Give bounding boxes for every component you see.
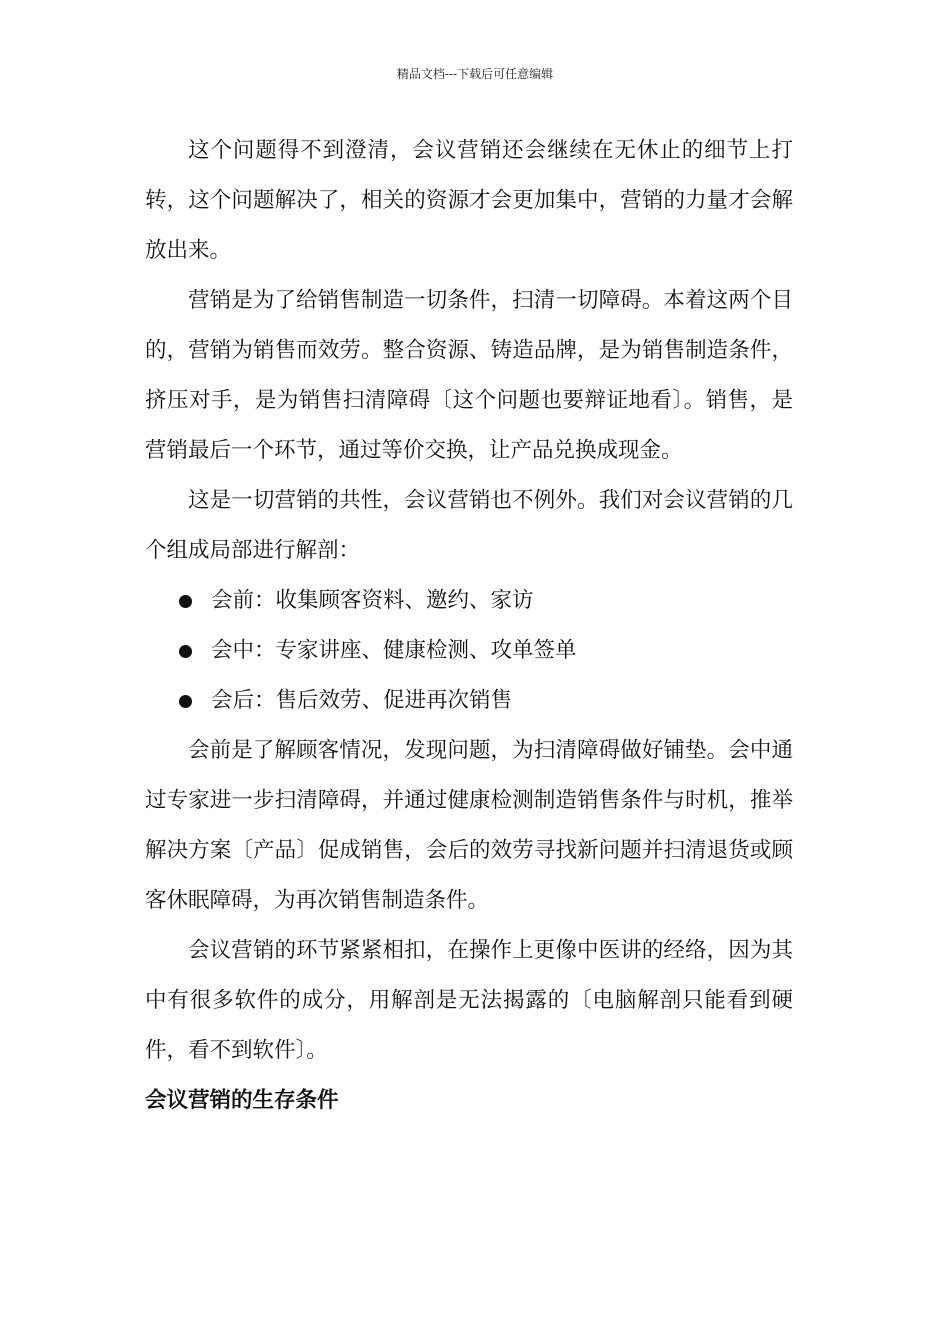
document-body: [145, 126, 793, 1126]
page-header: 精品文档---下载后可任意编辑: [396, 67, 554, 81]
paragraph: 这个问题得不到澄清，会议营销还会继续在无休止的细节上打转，这个问题解决了，相关的资源才会更加集中，营销的力量才会解放出来。: [145, 138, 793, 263]
paragraph: 会前是了解顾客情况，发现问题，为扫清障碍做好铺垫。会中通过专家进一步扫清障碍，并通过健康检测制造销售条件与时机，推举解决方案〔产品〕促成销售，会后的效劳寻找新问题并扫清退货或顾客休眠障碍，为再次销售制造条件。: [145, 738, 793, 913]
bullet-icon: [179, 595, 192, 608]
bullet-list: [145, 576, 793, 726]
paragraph: 会议营销的环节紧紧相扣，在操作上更像中医讲的经络，因为其中有很多软件的成分，用解剖是无法揭露的〔电脑解剖只能看到硬件，看不到软件〕。: [145, 938, 793, 1063]
bullet-icon: [179, 645, 192, 658]
paragraph: 这是一切营销的共性，会议营销也不例外。我们对会议营销的几个组成局部进行解剖：: [145, 488, 793, 563]
list-item-text: 会前：收集顾客资料、邀约、家访: [211, 588, 534, 613]
section-heading: 会议营销的生存条件: [145, 1088, 339, 1113]
list-item: [145, 676, 793, 726]
list-item: [145, 626, 793, 676]
list-item-text: 会后：售后效劳、促进再次销售: [211, 688, 513, 713]
list-item: [145, 576, 793, 626]
bullet-icon: [179, 695, 192, 708]
list-item-text: 会中：专家讲座、健康检测、攻单签单: [211, 638, 577, 663]
paragraph: 营销是为了给销售制造一切条件，扫清一切障碍。本着这两个目的，营销为销售而效劳。整合资源、铸造品牌，是为销售制造条件，挤压对手，是为销售扫清障碍〔这个问题也要辩证地看〕。销售，是营销最后一个环节，通过等价交换，让产品兑换成现金。: [145, 288, 793, 463]
